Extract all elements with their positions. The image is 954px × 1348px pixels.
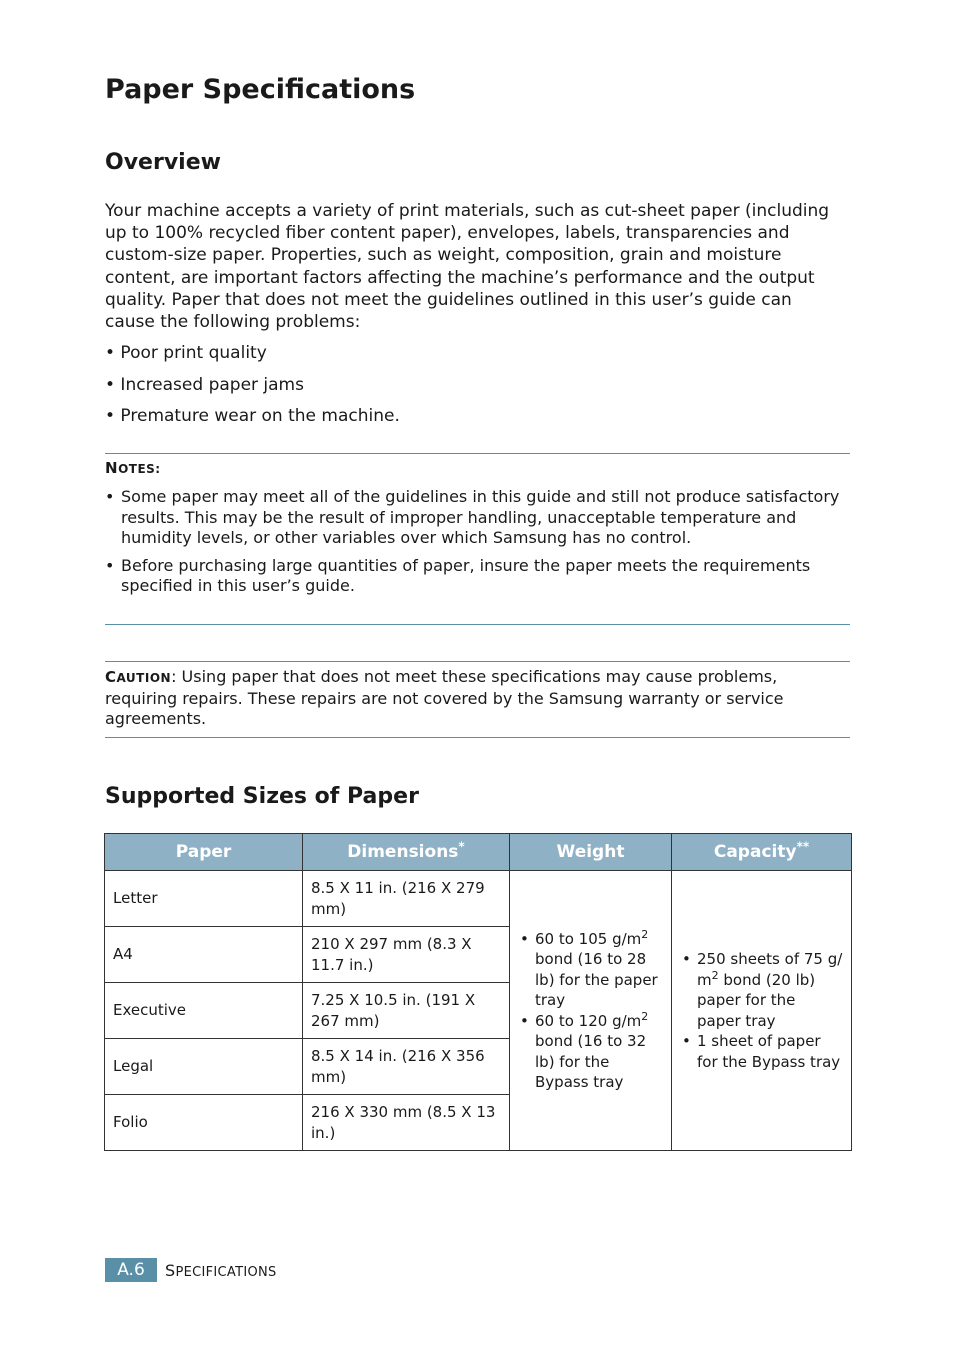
- header-dimensions: Dimensions*: [303, 834, 510, 871]
- cell-capacity: [672, 871, 852, 1151]
- weight-item: • 60 to 105 $g/m^2$ bond (16 to 28 lb) for the paper tray: [518, 929, 663, 1011]
- table-row: [105, 871, 852, 927]
- paper-sizes-table: [104, 833, 852, 1151]
- note-item: • Some paper may meet all of the guidelines in this guide and still not produce satisfactory results. This may be the result of improper handling, unacceptable temperature and humidity levels, or other variables over which Samsung has no control.: [105, 487, 850, 549]
- section-name: SPECIFICATIONS: [165, 1260, 277, 1280]
- problem-item: • Poor print quality: [105, 343, 267, 363]
- problem-list: [105, 342, 400, 437]
- intro-line: custom-size paper. Properties, such as weight, composition, grain and moisture: [105, 245, 782, 266]
- page-title: Paper Specifications: [105, 74, 416, 105]
- supported-sizes-heading: Supported Sizes of Paper: [105, 784, 419, 809]
- notes-bottom-divider: [105, 624, 850, 625]
- notes-list: [105, 487, 850, 604]
- capacity-item: • 250 sheets of 75 g/ $m^2$ bond (20 lb) paper for the paper tray: [680, 949, 843, 1031]
- cell-dimensions: 216 X 330 mm (8.5 X 13 in.): [303, 1095, 510, 1151]
- table-header-row: [105, 834, 852, 871]
- header-capacity: Capacity**: [672, 834, 852, 871]
- intro-line: up to 100% recycled fiber content paper), envelopes, labels, transparencies and: [105, 223, 790, 244]
- intro-line: cause the following problems:: [105, 312, 361, 333]
- cell-paper: Executive: [105, 983, 303, 1039]
- cell-dimensions: 8.5 X 11 in. (216 X 279 mm): [303, 871, 510, 927]
- caution-text: CAUTION: Using paper that does not meet these specifications may cause problems, requiring repairs. These repairs are not covered by the Samsung warranty or service agreements.: [105, 667, 784, 728]
- header-paper: Paper: [105, 834, 303, 871]
- problem-item: • Premature wear on the machine.: [105, 406, 400, 426]
- note-item: • Before purchasing large quantities of paper, insure the paper meets the requirements specified in this user’s guide.: [105, 556, 850, 597]
- page-footer: [105, 1258, 277, 1282]
- notes-top-divider: [105, 453, 850, 454]
- header-weight: Weight: [510, 834, 672, 871]
- capacity-item: • 1 sheet of paper for the Bypass tray: [680, 1031, 843, 1072]
- intro-line: quality. Paper that does not meet the guidelines outlined in this user’s guide can: [105, 289, 792, 310]
- intro-line: content, are important factors affecting the machine’s performance and the output: [105, 267, 815, 288]
- cell-paper: Folio: [105, 1095, 303, 1151]
- caution-bottom-divider: [105, 737, 850, 738]
- caution-label: CAUTION: [105, 668, 172, 686]
- intro-line: Your machine accepts a variety of print materials, such as cut-sheet paper (including: [105, 201, 830, 221]
- notes-title: NOTES:: [105, 459, 161, 477]
- cell-dimensions: 210 X 297 mm (8.3 X 11.7 in.): [303, 927, 510, 983]
- cell-dimensions: 8.5 X 14 in. (216 X 356 mm): [303, 1039, 510, 1095]
- cell-weight: [510, 871, 672, 1151]
- overview-intro: [105, 200, 850, 333]
- cell-paper: Legal: [105, 1039, 303, 1095]
- problem-item: • Increased paper jams: [105, 374, 304, 395]
- weight-item: • 60 to 120 $g/m^2$ bond (16 to 32 lb) for the Bypass tray: [518, 1011, 663, 1093]
- cell-paper: Letter: [105, 871, 303, 927]
- cell-paper: A4: [105, 927, 303, 983]
- page-number: A.6: [105, 1258, 157, 1282]
- caution-top-divider: [105, 661, 850, 662]
- overview-heading: Overview: [105, 150, 221, 175]
- cell-dimensions: 7.25 X 10.5 in. (191 X 267 mm): [303, 983, 510, 1039]
